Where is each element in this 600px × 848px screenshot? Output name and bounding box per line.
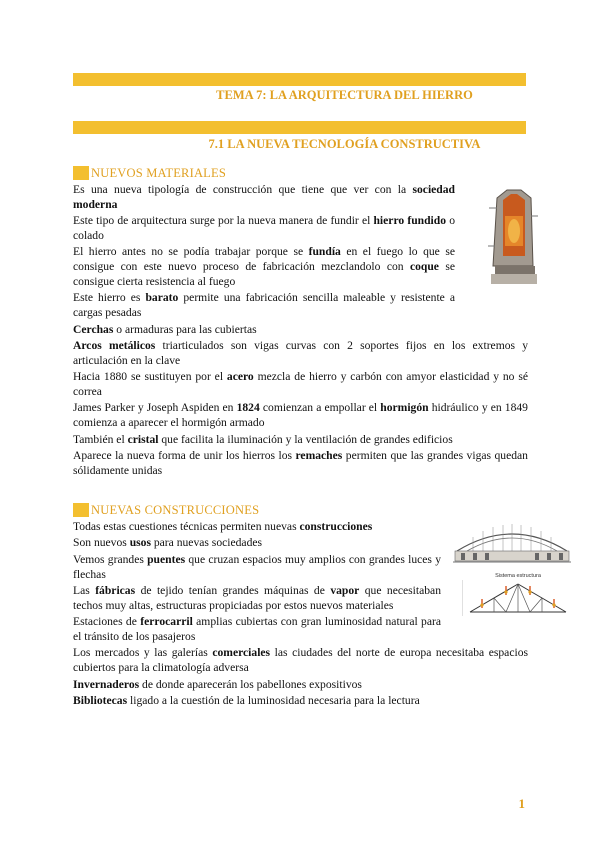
paragraph [73,553,441,583]
paragraph [73,615,441,645]
bold-term: coque [409,260,439,274]
subtopic-title: 7.1 LA NUEVA TECNOLOGÍA CONSTRUCTIVA [208,137,481,151]
bold-term: hormigón [380,401,429,415]
text-run: Estaciones de [73,615,141,629]
header-bar-top [73,73,526,86]
paragraph [73,401,528,431]
bold-term: remaches [295,448,343,462]
bold-term: sociedad moderna [73,183,455,211]
truss-caption: Sistema estructura [495,573,541,579]
text-run: que cruzan espacios muy amplios con grandes luces y flechas [73,552,441,581]
text-run: para nuevas sociedades [150,536,263,550]
text-run: comienzan a empollar el [259,401,381,415]
page-number: 1 [518,796,525,811]
bold-term: fundía [308,245,341,259]
bold-term: comerciales [212,646,271,660]
bold-term: puentes [147,552,186,566]
text-run: en el fuego lo que se consigue con este nuevo proceso de fabricación mezclandolo con [73,245,455,274]
text-run: Las [73,583,96,597]
text-run: de tejido tenían grandes máquinas de [135,583,331,597]
text-run: o colado [73,214,455,242]
text-run: ligado a la cuestión de la luminosidad necesaria para la lectura [127,693,420,707]
paragraph [73,449,528,479]
bold-term: Cerchas [73,322,114,336]
truss-structure-diagram [462,570,574,616]
text-run: permite una fabricación sencilla maleable y resistente a cargas pesadas [73,291,456,320]
text-run: Hacia 1880 se sustituyen por el [73,370,227,384]
paragraph [73,520,441,535]
bold-term: acero [226,370,254,384]
text-run: las ciudades del norte de europa necesitaba espacios cubiertos para la climatología adversa [73,646,529,675]
text-run: o armaduras para las cubiertas [113,322,257,336]
bold-term: fábricas [95,583,136,597]
bold-term: usos [129,536,151,550]
section-marker-icon [73,503,89,517]
paragraph [73,584,441,614]
paragraph [73,339,528,369]
paragraph [73,214,455,244]
bold-term: hierro fundido [373,214,447,228]
section-title: NUEVOS MATERIALES [91,165,226,180]
text-run: triarticulados son vigas curvas con 2 soportes fijos en los extremos y articulación en la clave [73,338,529,367]
text-run: Son nuevos [73,536,130,550]
text-run: amplias cubiertas con gran luminosidad natural para el tránsito de los pasajeros [73,615,441,643]
text-run: de donde aparecerán los pabellones expositivos [139,677,362,691]
topic-title: TEMA 7: LA ARQUITECTURA DEL HIERRO [216,88,473,102]
text-run: Este hierro es [73,291,146,305]
text-run: que necesitaban techos muy altas, estructuras propiciadas por estos nuevos materiales [73,583,441,612]
bold-term: barato [145,291,179,305]
bold-term: construcciones [299,520,373,533]
paragraph [73,323,528,338]
text-run: Vemos grandes [73,552,148,566]
bold-term: ferrocarril [140,615,193,629]
section-title: NUEVAS CONSTRUCCIONES [91,502,260,517]
section-heading-materiales [73,166,226,180]
bold-term: cristal [127,432,159,446]
paragraph [73,245,455,289]
text-run: Es una nueva tipología de construcción que tiene que ver con la [73,183,413,196]
header-bar-second [73,121,526,134]
text-run: James Parker y Joseph Aspiden en [73,401,237,415]
bold-term: Arcos metálicos [73,338,156,352]
paragraph [73,370,528,400]
railway-station-drawing [453,515,571,569]
text-run: Aparece la nueva forma de unir los hierros los [73,448,296,462]
paragraph [73,291,455,321]
text-run: se consigue cierta resistencia al fuego [73,260,455,288]
text-run: mezcla de hierro y carbón con amyor elasticidad y no sé correa [73,370,529,398]
blast-furnace-illustration [487,186,539,290]
paragraph [73,678,528,693]
text-run: hidráulico y en 1849 comienza a aparecer el hormigón armado [73,401,528,430]
paragraph [73,433,528,448]
text-run: También el [73,432,128,446]
paragraph [73,694,528,709]
bold-term: Bibliotecas [73,693,128,707]
text-run: permiten que las grandes vigas quedan sólidamente unidas [73,448,528,477]
text-run: Los mercados y las galerías [73,646,213,660]
paragraph [73,646,528,676]
section-heading-construcciones [73,503,259,517]
bold-term: vapor [330,583,360,597]
text-run: que facilita la iluminación y la ventilación de grandes edificios [158,432,453,446]
paragraph [73,183,455,213]
bold-term: 1824 [236,401,260,415]
section-marker-icon [73,166,89,180]
text-run: El hierro antes no se podía trabajar porque se [73,245,309,259]
section-body-materiales [73,183,528,480]
text-run: Todas estas cuestiones técnicas permiten nuevas [73,520,300,533]
paragraph [73,536,441,551]
text-run: Este tipo de arquitectura surge por la nueva manera de fundir el [73,214,374,228]
bold-term: Invernaderos [73,677,140,691]
